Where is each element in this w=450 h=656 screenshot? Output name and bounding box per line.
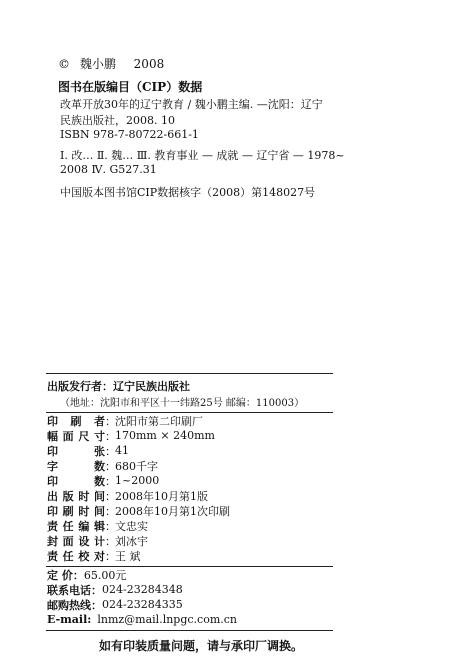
colophon-row: 印刷者 ： 沈阳市第二印刷厂 xyxy=(47,414,203,428)
publisher-value: 辽宁民族出版社 xyxy=(113,379,190,393)
colophon-row-value: 沈阳市第二印刷厂 xyxy=(115,414,203,428)
colophon-top-rule xyxy=(46,373,333,374)
colophon-row-label: 责任编辑 xyxy=(47,519,105,533)
cip-title-line-1: 改革开放30年的辽宁教育 / 魏小鹏主编. —沈阳：辽宁 xyxy=(60,98,323,111)
phone-label: 联系电话： xyxy=(47,583,102,597)
cip-classification-line-2: 2008 Ⅳ. G527.31 xyxy=(60,163,157,176)
cip-title-line-2: 民族出版社，2008. 10 xyxy=(60,114,175,127)
colophon-row: 印刷时间 ： 2008年10月第1次印刷 xyxy=(47,504,230,518)
colophon-row-value: 170mm × 240mm xyxy=(115,429,215,442)
colophon-row: 出版时间 ： 2008年10月第1版 xyxy=(47,489,208,503)
colophon-row: 幅面尺寸 ： 170mm × 240mm xyxy=(47,429,215,443)
colophon-row-value: 1~2000 xyxy=(115,474,160,487)
colophon-row: 责任编辑 ： 文忠实 xyxy=(47,519,148,533)
email-value: lnmz@mail.lnpgc.com.cn xyxy=(97,613,237,626)
mail-order-value: 024-23284335 xyxy=(102,598,183,611)
mail-order-row xyxy=(47,597,183,612)
publisher-label: 出版发行者： xyxy=(47,379,113,393)
colophon-row-label: 责任校对 xyxy=(47,549,105,563)
copyright-year: 2008 xyxy=(133,57,165,71)
colophon-row-value: 41 xyxy=(115,444,129,457)
colophon-row-label: 封面设计 xyxy=(47,534,105,548)
colophon-row-value: 2008年10月第1版 xyxy=(115,489,208,503)
cip-library-number: 中国版本图书馆CIP数据核字（2008）第148027号 xyxy=(60,186,316,199)
phone-row xyxy=(47,582,183,597)
copyright-symbol: © xyxy=(58,57,70,71)
colophon-row-label: 印刷时间 xyxy=(47,504,105,518)
email-label: E-mail: xyxy=(47,613,92,626)
colophon-row-value: 680千字 xyxy=(115,459,158,473)
colophon-row-label: 印数 xyxy=(47,474,105,488)
colophon-row: 责任校对 ： 王 斌 xyxy=(47,549,141,563)
colophon-row: 印数 ： 1~2000 xyxy=(47,474,160,488)
colophon-row-value: 文忠实 xyxy=(115,519,148,533)
phone-value: 024-23284348 xyxy=(102,583,183,596)
copyright-author: 魏小鹏 xyxy=(79,57,116,71)
colophon-row-label: 出版时间 xyxy=(47,489,105,503)
price-row xyxy=(47,567,126,582)
colophon-row: 字数 ： 680千字 xyxy=(47,459,158,473)
price-value: 65.00元 xyxy=(83,568,127,582)
colophon-row-label: 印张 xyxy=(47,444,105,458)
publisher-row xyxy=(47,378,190,393)
colophon-row-label: 印刷者 xyxy=(47,414,105,428)
cip-classification-line-1: Ⅰ. 改… Ⅱ. 魏… Ⅲ. 教育事业 — 成就 — 辽宁省 — 1978~ xyxy=(60,149,345,162)
address-line: （地址：沈阳市和平区十一纬路25号 邮编：110003） xyxy=(60,398,305,409)
colophon-row-value: 刘冰宇 xyxy=(115,534,148,548)
colophon-row: 封面设计 ： 刘冰宇 xyxy=(47,534,148,548)
colophon-row-label: 字数 xyxy=(47,459,105,473)
colophon-row-value: 2008年10月第1次印刷 xyxy=(115,504,230,518)
copyright-line xyxy=(58,55,164,72)
mail-order-label: 邮购热线： xyxy=(47,598,102,612)
colophon-row-value: 王 斌 xyxy=(115,549,141,563)
colophon-row-label: 幅面尺寸 xyxy=(47,429,105,443)
colophon-bottom-rule xyxy=(46,630,333,631)
colophon-row: 印张 ： 41 xyxy=(47,444,129,458)
quality-notice: 如有印装质量问题，请与承印厂调换。 xyxy=(99,639,304,653)
price-label: 定 价： xyxy=(47,568,84,582)
cip-heading: 图书在版编目（CIP）数据 xyxy=(58,80,203,94)
cip-isbn: ISBN 978-7-80722-661-1 xyxy=(60,128,199,141)
email-row xyxy=(47,612,237,627)
